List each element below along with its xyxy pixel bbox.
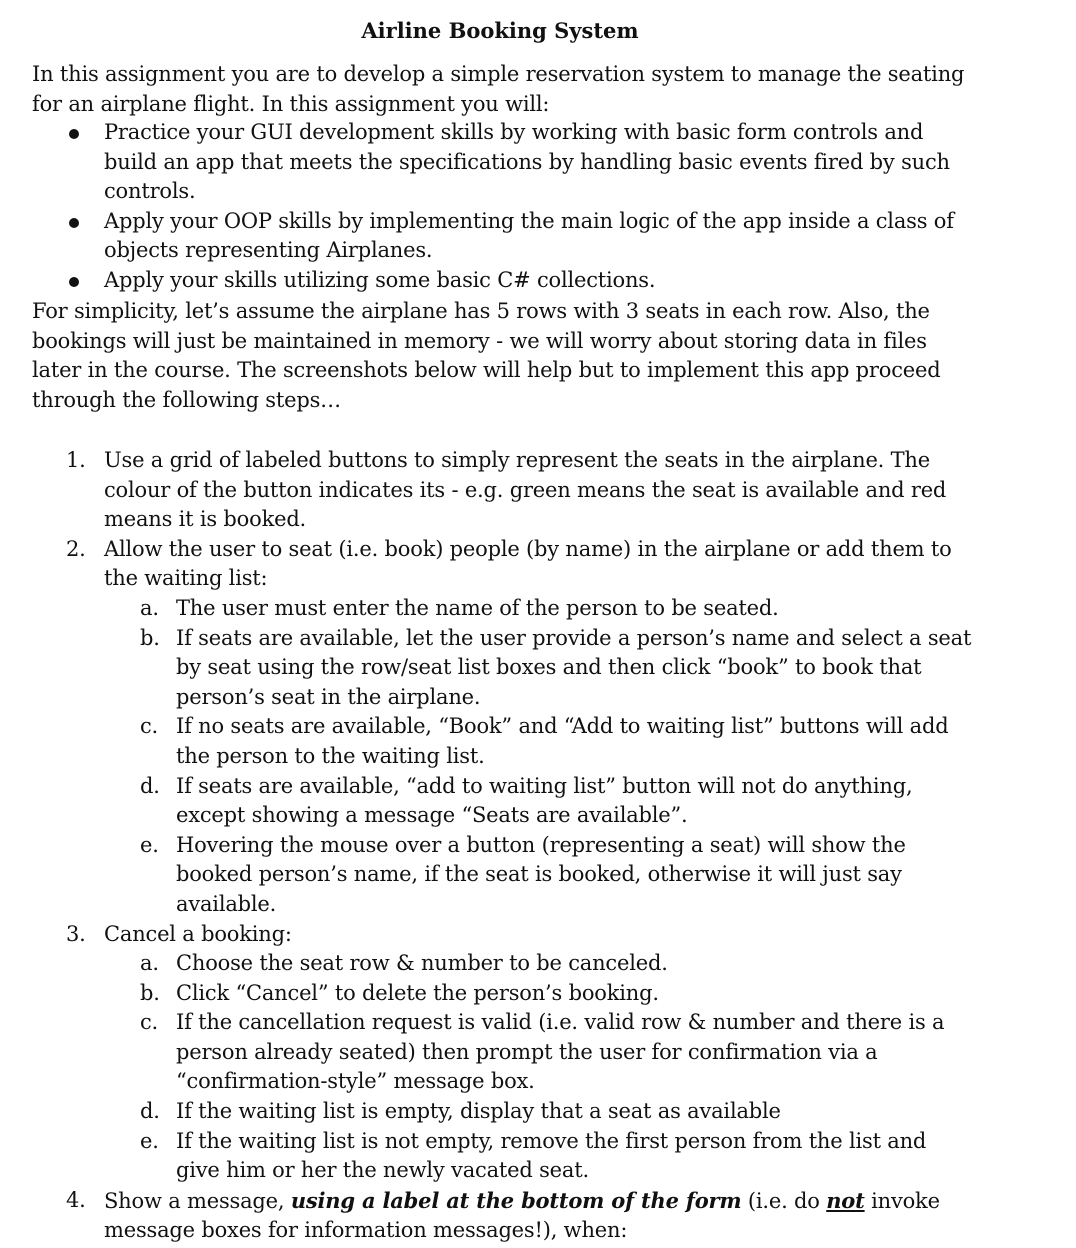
substep-letter: d. xyxy=(140,773,160,798)
substep-letter: b. xyxy=(140,625,160,650)
substep-text: If the waiting list is empty, display that a seat as available xyxy=(176,1099,781,1124)
step-item xyxy=(0,446,974,535)
substeps-list xyxy=(104,594,974,920)
steps-list xyxy=(0,446,1000,1246)
substep-text: Click “Cancel” to delete the person’s booking. xyxy=(176,980,659,1005)
substep-text: The user must enter the name of the person to be seated. xyxy=(176,595,779,620)
step-text-part: invoke message boxes for information messages!), when: xyxy=(104,1188,940,1243)
objective-item xyxy=(0,207,964,266)
substep-item xyxy=(104,594,976,624)
step-number: 3. xyxy=(66,921,86,946)
substep-letter: c. xyxy=(140,714,159,739)
substep-item xyxy=(104,831,976,920)
step-text: Allow the user to seat (i.e. book) people (by name) in the airplane or add them to the waiting list: xyxy=(104,536,952,591)
intro-paragraph: In this assignment you are to develop a simple reservation system to manage the seating for an airplane flight. In this assignment you will: xyxy=(32,62,965,116)
step-text xyxy=(104,1189,940,1243)
substep-text: If seats are available, “add to waiting list” button will not do anything, except showing a message “Seats are available”. xyxy=(176,773,913,828)
objective-item xyxy=(0,266,964,296)
objective-text: Apply your OOP skills by implementing the main logic of the app inside a class of objects representing Airplanes. xyxy=(104,208,954,263)
substep-letter: d. xyxy=(140,1099,160,1124)
substep-item xyxy=(104,1097,976,1127)
substep-letter: e. xyxy=(140,1128,159,1153)
step-item xyxy=(0,535,974,920)
step-number: 2. xyxy=(66,536,86,561)
bullet-icon xyxy=(69,129,79,139)
substep-letter: a. xyxy=(140,595,159,620)
objective-text: Apply your skills utilizing some basic C# collections. xyxy=(104,267,656,292)
substep-letter: e. xyxy=(140,832,159,857)
step-text: Cancel a booking: xyxy=(104,921,292,946)
substep-item xyxy=(104,624,976,713)
objective-text: Practice your GUI development skills by working with basic form controls and build an app that meets the specifications by handling basic events fired by such controls. xyxy=(104,120,950,204)
document-title: Airline Booking System xyxy=(361,18,639,43)
step-item xyxy=(0,1186,974,1246)
substep-item xyxy=(104,712,976,771)
substep-item xyxy=(104,772,976,831)
substep-item xyxy=(104,979,976,1009)
substep-text: If the waiting list is not empty, remove the first person from the list and give him or her the newly vacated seat. xyxy=(176,1128,927,1183)
substep-text: If no seats are available, “Book” and “Add to waiting list” buttons will add the person to the waiting list. xyxy=(176,714,949,768)
objective-item xyxy=(0,118,964,207)
bullet-icon xyxy=(69,218,79,228)
step-text-part: Show a message, xyxy=(104,1188,291,1213)
step-text-part: (i.e. do xyxy=(741,1188,827,1213)
simplicity-paragraph: For simplicity, let’s assume the airplane has 5 rows with 3 seats in each row. Also, the bookings will just be maintained in memory - we will worry about storing data in files later in the course. The screenshots below will help but to implement this app proceed through the following steps… xyxy=(32,299,941,412)
step-number: 4. xyxy=(66,1187,86,1212)
emphasis-text: using a label at the bottom of the form xyxy=(290,1187,742,1213)
step-text: Use a grid of labeled buttons to simply represent the seats in the airplane. The colour of the button indicates its - e.g. green means the seat is available and red means it is booked. xyxy=(104,448,947,532)
substep-item xyxy=(104,1127,976,1186)
emphasis-not: not xyxy=(826,1187,865,1213)
substep-text: Hovering the mouse over a button (representing a seat) will show the booked person’s name, if the seat is booked, otherwise it will just say available. xyxy=(176,832,906,916)
substeps-list xyxy=(104,949,974,1186)
substep-text: Choose the seat row & number to be canceled. xyxy=(176,951,668,976)
step-number: 1. xyxy=(66,448,86,472)
substep-item xyxy=(104,1008,976,1097)
substep-letter: a. xyxy=(140,951,159,976)
bullet-icon xyxy=(69,277,79,287)
step-item xyxy=(0,920,974,1186)
objectives-list xyxy=(0,118,1000,296)
substep-text: If seats are available, let the user provide a person’s name and select a seat by seat using the row/seat list boxes and then click “book” to book that person’s seat in the airplane. xyxy=(176,625,972,709)
substep-item xyxy=(104,949,976,979)
substep-letter: b. xyxy=(140,980,160,1005)
substep-letter: c. xyxy=(140,1010,159,1035)
substep-text: If the cancellation request is valid (i.e. valid row & number and there is a person already seated) then prompt the user for confirmation via a “confirmation-style” message box. xyxy=(176,1010,945,1094)
